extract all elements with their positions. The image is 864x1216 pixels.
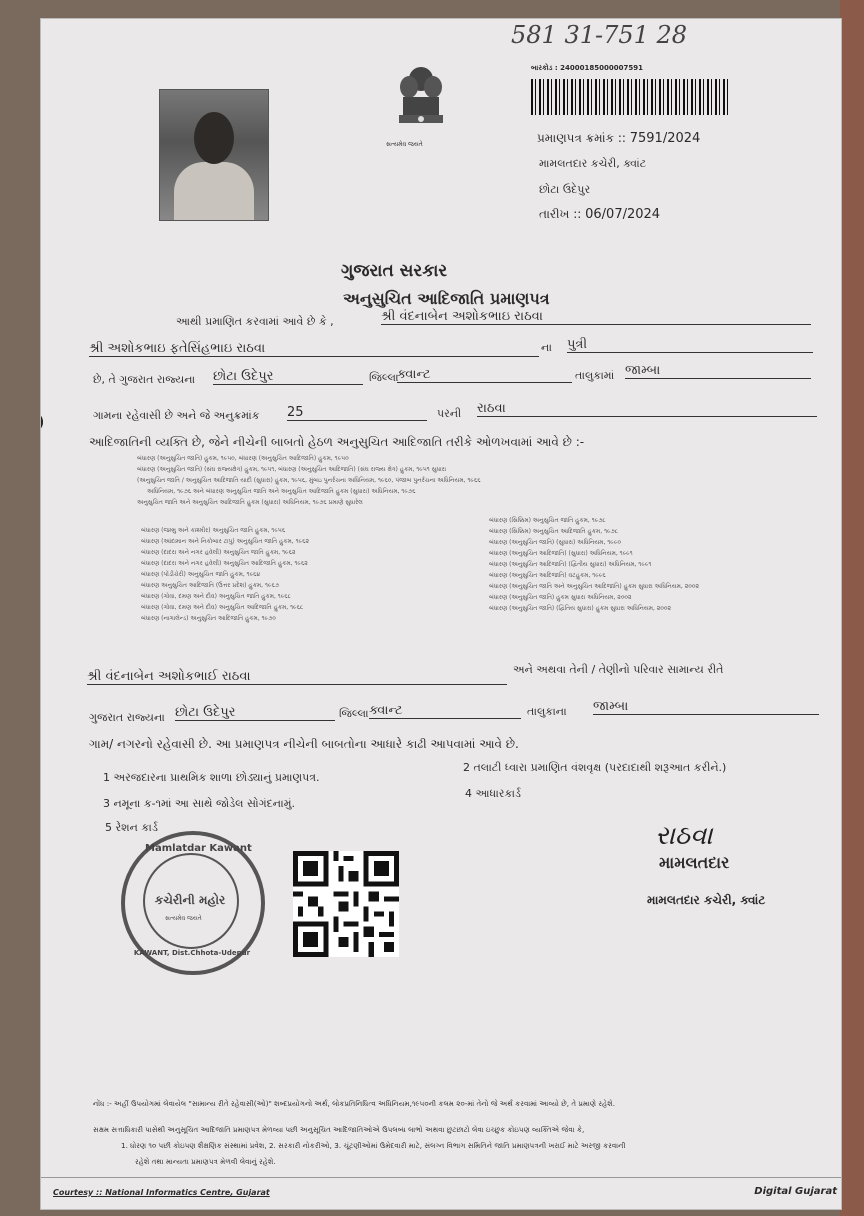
- emblem-caption: સત્યમેવ જયતે: [386, 141, 423, 148]
- footer-courtesy: Courtesy :: National Informatics Centre, Gujarat: [53, 1188, 270, 1197]
- legal-left-item: બંધારણ (દાદરા અને નગર હવેલી) અનુસુચિત જાતિ હુકમ, ૧૯૬૨: [141, 549, 296, 556]
- basis-item: 1 અરજદારના પ્રાથમિક શાળા છોડ્યાનું પ્રમાણપત્ર.: [103, 771, 320, 784]
- village-2: જામ્બા: [593, 699, 819, 715]
- certificate-page: [40, 18, 842, 1210]
- taluka: ક્વાન્ટ: [397, 367, 572, 383]
- legal-right-item: બંધારણ (અનુસુચિત જાતિ) (સુધારા) અધિનિયમ, ૧૯૯૦: [489, 539, 621, 546]
- legal-right-item: બંધારણ (અનુસુચિત જાતિ) હુકમ સુધારા અધિનિયમ, ૨૦૦૨: [489, 594, 632, 601]
- basis-item: 2 તલાટી ધ્વારા પ્રમાણિત વંશવૃક્ષ (પરદાદાથી શરૂઆત કરીને.): [463, 761, 727, 774]
- office-line1: મામલતદાર કચેરી, ક્વાંટ: [539, 157, 647, 170]
- date-value: 06/07/2024: [585, 207, 661, 222]
- applicant-name: શ્રી વંદનાબેન અશોકભાઇ રાઠવા: [381, 309, 811, 325]
- state-prefix-2: ગુજરાત રાજ્યના: [89, 711, 165, 724]
- father-name: શ્રી અશોકભાઇ ફતેસિંહભાઇ રાઠવા: [89, 341, 539, 357]
- taluka-label-2: તાલુકાના: [527, 705, 567, 718]
- legal-left-item: બંધારણ (જમ્મુ અને કાશ્મીર) અનુસુચિત જાતિ હુકમ, ૧૯૫૬: [141, 527, 286, 534]
- note-line: નોંધ :- અહીં ઉપયોગમાં લેવાયેલ "સામાન્ય રીતે રહેવાસી(ઓ)" શબ્દપ્રયોગનો અર્થ, લોકપ્રતિનિધિત્વ અધિનિયમ,૧૯૫૦ની કલમ ૨૦-માં તેનો જે અર્થ કરવામાં આવ્યો છે, તે પ્રમાણે રહેશે.: [93, 1099, 616, 1108]
- legal-left-item: બંધારણ અનુસુચિત આદિજાતિ (ઉત્તર પ્રદેશ) હુકમ, ૧૯૬૭: [141, 582, 279, 589]
- legal-right-item: બંધારણ (અનુસુચિત આદિજાતિ) (સુધારા) અધિનિયમ, ૧૯૯૧: [489, 550, 633, 557]
- legal-right-item: બંધારણ (અનુસુચિત આદિજાતિ) વટહુકમ, ૧૯૯૬: [489, 572, 606, 579]
- legal-line: (અનુસુચિત જાતિ / અનુસુચિત આદિજાતિ યાદી (સુધારા) હુકમ, ૧૯૫૬, મુંબઇ પુનર્રચના અધિનિયમ, ૧૯૬૦, પંજાબ પુનર્રચના અધિનિયમ, ૧૯૬૬: [137, 477, 481, 484]
- legal-right-item: બંધારણ (સિક્કિમ) અનુસુચિત જાતિ હુકમ, ૧૯૭૮: [489, 517, 606, 524]
- serial-number: 25: [287, 405, 427, 421]
- applicant-name-2: શ્રી વંદનાબેન અશોકભાઈ રાઠવા: [87, 669, 507, 685]
- legal-line: બંધારણ (અનુસુચિત જાતિ) હુકમ, ૧૯૫૦, બંધારણ (અનુસુચિત આદિજાતિ) હુકમ, ૧૯૫૦: [137, 455, 349, 462]
- village: જામ્બા: [625, 363, 811, 379]
- tribe-name: રાઠવા: [477, 401, 817, 417]
- note2-line-b: 1. ધોરણ ૧૦ પછી કોઇપણ શૈક્ષણિક સંસ્થામાં પ્રવેશ, 2. સરકારી નોકરીઓ, 3. ચૂંટણીઓમાં ઉમેદવારી માટે, સંલગ્ન વિભાગ સમિતિને જાતિ પ્રમાણપત્રની ખરાઈ માટે અરજી કરવાની: [121, 1141, 626, 1150]
- national-emblem-icon: [391, 63, 451, 149]
- basis-line: ગામ/ નગરનો રહેવાસી છે. આ પ્રમાણપત્ર નીચેની બાબતોના આધારે કાઢી આપવામાં આવે છે.: [89, 737, 519, 751]
- seal-bottom-text: KAWANT, Dist.Chhota-Udepur: [133, 949, 251, 957]
- district: છોટા ઉદેપુર: [213, 369, 363, 385]
- barcode-label: બારકોડ : 24000185000007591: [531, 64, 643, 72]
- legal-line: અધિનિયમ, ૧૯૭૬ અને બંધારણ અનુસુચિત જાતિ અને અનુસુચિત આદિજાતિ હુકમ (સુધારા) અધિનિયમ, ૧૯૭૬: [147, 488, 416, 495]
- basis-item: 5 રેશન કાર્ડ: [105, 821, 158, 834]
- legal-left-item: બંધારણ (દાદરા અને નગર હવેલી) અનુસુચિત આદિજાતિ હુકમ, ૧૯૬૨: [141, 560, 308, 567]
- legal-right-item: બંધારણ (અનુસુચિત આદિજાતિ) (દ્વિતીય સુધારા) અધિનિયમ, ૧૯૯૧: [489, 561, 652, 568]
- cert-no-label: પ્રમાણપત્ર ક્રમાંક ::: [537, 131, 626, 145]
- barcode: [531, 79, 731, 115]
- legal-right-item: બંધારણ (અનુસુચિત જાતિ અને અનુસુચિત આદિજાતિ) હુકમ સુધારા અધિનિયમ, ૨૦૦૨: [489, 583, 699, 590]
- village-prefix: ગામના રહેવાસી છે અને જે અનુક્રમાંક: [93, 409, 260, 422]
- district-label-2: જિલ્લા: [339, 707, 369, 720]
- cert-no: 7591/2024: [629, 131, 701, 146]
- relation: પુત્રી: [567, 337, 813, 353]
- district-2: છોટા ઉદેપુર: [175, 705, 335, 721]
- certificate-title: અનુસુચિત આદિજાતિ પ્રમાણપત્ર: [343, 289, 550, 308]
- legal-line: બંધારણ (અનુસુચિત જાતિ) (સંઘ રાજ્યક્ષેત્ર) હુકમ, ૧૯૫૧, બંધારણ (અનુસુચિત આદિજાતિ) (સંઘ રાજ્ય ક્ષેત્ર) હુકમ, ૧૯૫૧ સુધારા: [137, 466, 447, 473]
- serial-label: પરની: [437, 407, 462, 420]
- legal-left-item: બંધારણ (ગોવા, દમણ અને દીવ) અનુસુચિત જાતિ હુકમ, ૧૯૬૮: [141, 593, 291, 600]
- tribe-line: આદિજાતિની વ્યક્તિ છે, જેને નીચેની બાબતો હેઠળ અનુસુચિત આદિજાતિ તરીકે ઓળખવામાં આવે છે :-: [89, 435, 585, 449]
- district-label: જિલ્લા: [369, 371, 399, 384]
- basis-item: 4 આધારકાર્ડ: [465, 787, 521, 800]
- background-edge: [840, 0, 864, 1216]
- legal-right-item: બંધારણ (સિક્કિમ) અનુસુચિત આદિજાતિ હુકમ, ૧૯૭૮: [489, 528, 619, 535]
- na-label: ના: [541, 341, 552, 354]
- signatory-office: મામલતદાર કચેરી, ક્વાંટ: [647, 893, 766, 907]
- seal-mid-text: કચેરીની મહોર: [154, 893, 226, 907]
- date-label: તારીખ ::: [539, 207, 582, 221]
- signatory-title: મામલતદાર: [659, 853, 730, 872]
- taluka-label: તાલુકામાં: [575, 369, 615, 382]
- taluka-2: ક્વાન્ટ: [369, 703, 521, 719]
- family-text: અને અથવા તેની / તેણીનો પરિવાર સામાન્ય રીતે: [513, 663, 724, 676]
- legal-left-item: બંધારણ (ગોવા, દમણ અને દીવ) અનુસુચિત આદિજાતિ હુકમ, ૧૯૬૮: [141, 604, 304, 611]
- note2-line-c: રહેશે તથા માન્યતા પ્રમાણપત્ર મેળવી લેવાનું રહેશે.: [135, 1157, 276, 1166]
- legal-left-item: બંધારણ (આંદામાન અને નિકોબાર ટાપુ) અનુસુચિત જાતિ હુકમ, ૧૯૬૨: [141, 538, 309, 545]
- applicant-photo: [159, 89, 269, 221]
- govt-title: ગુજરાત સરકાર: [341, 261, 448, 281]
- state-prefix: છે, તે ગુજરાત રાજ્યના: [93, 373, 196, 386]
- legal-right-item: બંધારણ (અનુસુચિત જાતિ) (દ્વિતિય સુધારા) હુકમ સુધારા અધિનિયમ, ૨૦૦૨: [489, 605, 672, 612]
- legal-left-item: બંધારણ (પોંડીચેરી) અનુસુચિત જાતિ હુકમ, ૧૯૬૪: [141, 571, 261, 578]
- note2-line-a: સક્ષમ સત્તાધિકારી પાસેથી અનુસૂચિત આદિજાતિ પ્રમાણપત્ર મેળવ્યા પછી અનુસૂચિત આદિજાતિઓએ ઉપલબ્ધ લાભો અથવા છુટછાટો લેવા ઇચ્છુક કોઇપણ વ્યક્તિએ જેવા કે,: [93, 1125, 585, 1134]
- basis-item: 3 નમૂના ક-૧માં આ સાથે જોડેલ સોગંદનામું.: [103, 797, 295, 810]
- signature: રાઠવા: [655, 821, 713, 851]
- legal-line: અનુસુચિત જાતિ અને અનુસુચિત આદિજાતિ હુકમ (સુધારા) અધિનિયમ, ૧૯૭૬ પ્રમાણે સુધારેલ: [137, 499, 363, 506]
- punch-hole: [40, 413, 43, 431]
- certify-prefix: આથી પ્રમાણિત કરવામાં આવે છે કે ,: [176, 315, 334, 328]
- seal-top-text: Mamlatdar Kawant: [145, 843, 252, 854]
- office-line2: છોટા ઉદેપુર: [539, 183, 591, 196]
- official-seal: [121, 831, 265, 975]
- handwritten-number: 581 31-751 28: [511, 21, 688, 49]
- qr-code: [293, 851, 399, 957]
- footer: [41, 1177, 841, 1210]
- legal-left-item: બંધારણ (નાગાલેન્ડ) અનુસુચિત આદિજાતિ હુકમ, ૧૯૭૦: [141, 615, 276, 622]
- seal-sub-text: સત્યમેવ જયતે: [165, 915, 202, 922]
- footer-brand: Digital Gujarat: [754, 1186, 837, 1197]
